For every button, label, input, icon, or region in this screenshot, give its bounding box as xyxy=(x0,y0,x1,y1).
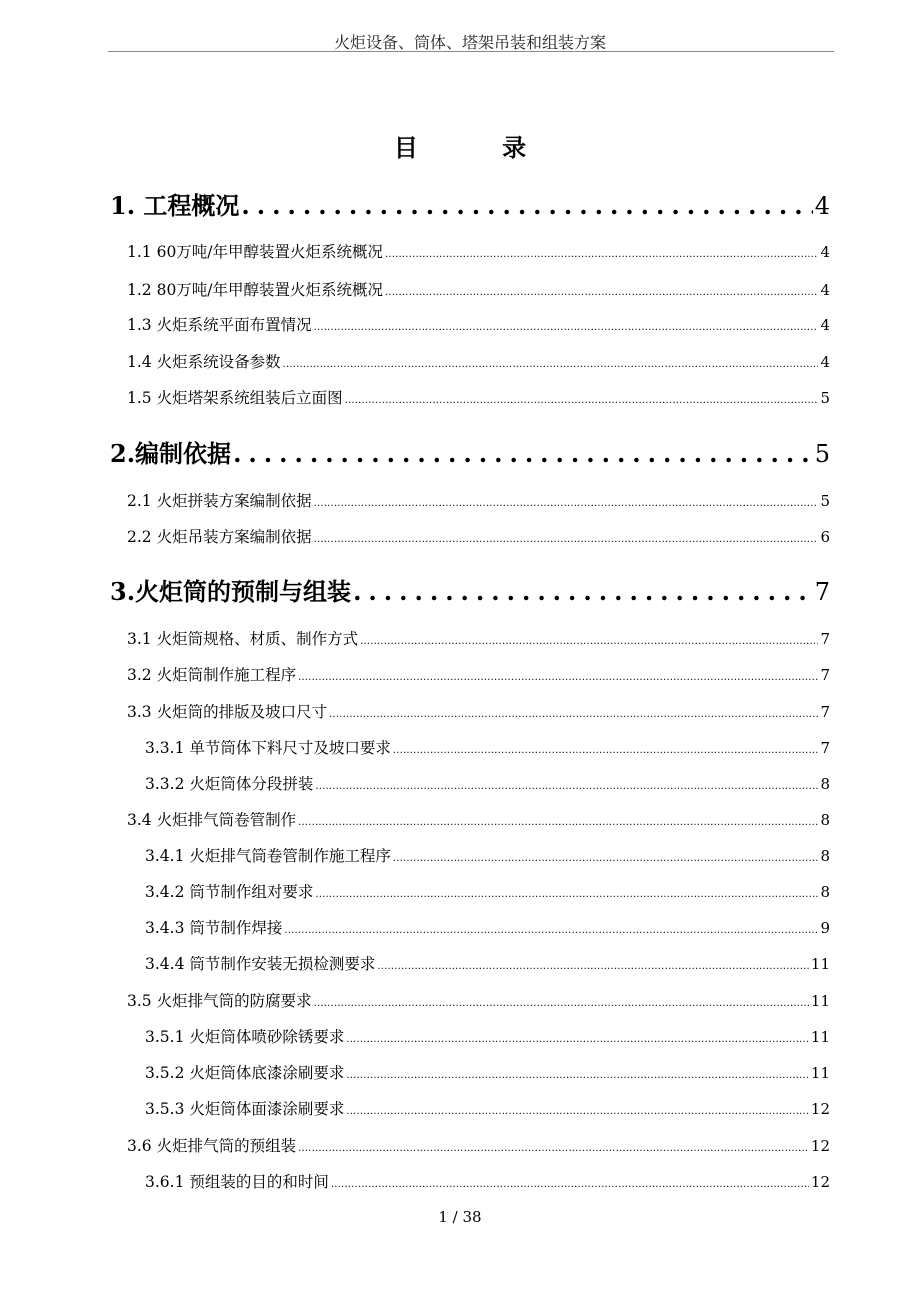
toc-entry[interactable] xyxy=(110,434,830,468)
toc-entry-page: 4 xyxy=(820,316,830,334)
toc-entry-text: 3.1 火炬筒规格、材质、制作方式 xyxy=(127,630,359,648)
toc-entry[interactable] xyxy=(127,989,830,1011)
toc-entry-text: 3.2 火炬筒制作施工程序 xyxy=(127,666,297,684)
toc-entry-page: 8 xyxy=(820,847,830,865)
toc-entry-page: 12 xyxy=(810,1137,830,1155)
toc-entry-text: 3.4.4 筒节制作安装无损检测要求 xyxy=(145,955,376,973)
toc-leader-dots xyxy=(377,961,809,972)
toc-entry-page: 7 xyxy=(820,630,830,648)
toc-entry-text: 2.1 火炬拼装方案编制依据 xyxy=(127,492,312,510)
toc-entry-page: 5 xyxy=(814,440,830,468)
toc-leader-dots xyxy=(353,577,813,606)
toc-entry-text: 1.5 火炬塔架系统组装后立面图 xyxy=(127,389,343,407)
toc-entry-text: 3.火炬筒的预制与组装 xyxy=(110,577,352,606)
toc-entry-page: 4 xyxy=(820,243,830,261)
toc-leader-dots xyxy=(315,889,818,900)
toc-entry[interactable] xyxy=(127,240,830,262)
toc-leader-dots xyxy=(241,191,812,220)
toc-entry-page: 7 xyxy=(820,739,830,757)
toc-entry[interactable] xyxy=(127,808,830,830)
toc-entry[interactable] xyxy=(145,916,830,938)
toc-entry-text: 1.2 80万吨/年甲醇装置火炬系统概况 xyxy=(127,281,384,299)
toc-entry[interactable] xyxy=(145,1025,830,1047)
toc-entry-page: 4 xyxy=(820,281,830,299)
toc-leader-dots xyxy=(298,817,818,828)
toc-entry[interactable] xyxy=(127,386,830,408)
toc-entry-text: 3.6.1 预组装的目的和时间 xyxy=(145,1173,329,1191)
toc-entry[interactable] xyxy=(127,350,830,372)
toc-leader-dots xyxy=(385,287,818,298)
toc-leader-dots xyxy=(314,998,809,1009)
toc-entry-page: 9 xyxy=(820,919,830,937)
page-number-footer: 1 / 38 xyxy=(438,1208,482,1226)
toc-entry-text: 2.编制依据 xyxy=(110,439,232,468)
toc-entry-page: 11 xyxy=(810,992,830,1010)
toc-leader-dots xyxy=(298,672,818,683)
toc-leader-dots xyxy=(360,636,818,647)
toc-leader-dots xyxy=(283,359,819,370)
toc-entry[interactable] xyxy=(110,572,830,606)
toc-entry-page: 5 xyxy=(820,389,830,407)
toc-entry-text: 3.4.1 火炬排气筒卷管制作施工程序 xyxy=(145,847,391,865)
toc-entry-text: 3.6 火炬排气筒的预组装 xyxy=(127,1137,297,1155)
toc-entry-page: 7 xyxy=(820,666,830,684)
toc-leader-dots xyxy=(284,925,818,936)
toc-entry[interactable] xyxy=(127,1134,830,1156)
toc-leader-dots xyxy=(346,1070,809,1081)
toc-entry[interactable] xyxy=(127,278,830,300)
toc-entry-page: 4 xyxy=(814,192,830,220)
toc-entry[interactable] xyxy=(127,700,830,722)
toc-entry[interactable] xyxy=(145,772,830,794)
toc-entry-page: 4 xyxy=(820,353,830,371)
toc-entry-text: 1.3 火炬系统平面布置情况 xyxy=(127,316,312,334)
toc-entry-text: 3.5.2 火炬筒体底漆涂刷要求 xyxy=(145,1064,345,1082)
toc-entry[interactable] xyxy=(145,1061,830,1083)
toc-entry-text: 2.2 火炬吊装方案编制依据 xyxy=(127,528,312,546)
toc-entry-page: 8 xyxy=(820,811,830,829)
toc-entry-text: 3.3.1 单节筒体下料尺寸及坡口要求 xyxy=(145,739,391,757)
toc-leader-dots xyxy=(345,395,819,406)
toc-entry[interactable] xyxy=(145,844,830,866)
toc-leader-dots xyxy=(346,1106,809,1117)
toc-entry-page: 7 xyxy=(820,703,830,721)
toc-entry-text: 3.5 火炬排气筒的防腐要求 xyxy=(127,992,312,1010)
toc-leader-dots xyxy=(346,1034,809,1045)
toc-entry-page: 7 xyxy=(814,578,830,606)
toc-entry-page: 8 xyxy=(820,775,830,793)
toc-entry-text: 3.3 火炬筒的排版及坡口尺寸 xyxy=(127,703,328,721)
toc-title: 目 录 xyxy=(393,133,565,162)
toc-entry[interactable] xyxy=(145,1097,830,1119)
toc-entry[interactable] xyxy=(127,313,830,335)
toc-leader-dots xyxy=(233,439,813,468)
toc-entry-text: 1.1 60万吨/年甲醇装置火炬系统概况 xyxy=(127,243,384,261)
toc-entry-page: 12 xyxy=(810,1100,830,1118)
toc-leader-dots xyxy=(315,781,818,792)
toc-entry-page: 11 xyxy=(810,1028,830,1046)
toc-entry-page: 5 xyxy=(820,492,830,510)
toc-entry[interactable] xyxy=(127,663,830,685)
toc-entry-text: 1.4 火炬系统设备参数 xyxy=(127,353,281,371)
toc-leader-dots xyxy=(329,709,818,720)
toc-entry[interactable] xyxy=(145,952,830,974)
toc-entry-page: 6 xyxy=(820,528,830,546)
toc-entry[interactable] xyxy=(110,186,830,220)
toc-entry-text: 3.5.1 火炬筒体喷砂除锈要求 xyxy=(145,1028,345,1046)
toc-leader-dots xyxy=(298,1143,809,1154)
toc-leader-dots xyxy=(314,322,819,333)
toc-entry-text: 3.3.2 火炬筒体分段拼装 xyxy=(145,775,314,793)
toc-entry-text: 1. 工程概况 xyxy=(110,191,240,220)
toc-entry-page: 11 xyxy=(810,1064,830,1082)
page-header: 火炬设备、筒体、塔架吊装和组装方案 xyxy=(333,33,606,52)
toc-leader-dots xyxy=(393,745,819,756)
toc-leader-dots xyxy=(314,534,819,545)
toc-entry[interactable] xyxy=(127,525,830,547)
toc-leader-dots xyxy=(393,853,819,864)
toc-leader-dots xyxy=(314,498,819,509)
toc-entry-text: 3.4 火炬排气筒卷管制作 xyxy=(127,811,297,829)
toc-entry-text: 3.4.3 筒节制作焊接 xyxy=(145,919,283,937)
toc-entry[interactable] xyxy=(127,627,830,649)
toc-entry-text: 3.4.2 筒节制作组对要求 xyxy=(145,883,314,901)
toc-entry-text: 3.5.3 火炬筒体面漆涂刷要求 xyxy=(145,1100,345,1118)
toc-leader-dots xyxy=(331,1179,809,1190)
toc-entry-page: 11 xyxy=(810,955,830,973)
toc-entry-page: 12 xyxy=(810,1173,830,1191)
toc-entry[interactable] xyxy=(145,1170,830,1192)
toc-leader-dots xyxy=(385,249,818,260)
toc-entry[interactable] xyxy=(145,880,830,902)
toc-entry[interactable] xyxy=(127,489,830,511)
toc-entry-page: 8 xyxy=(820,883,830,901)
toc-entry[interactable] xyxy=(145,736,830,758)
header-rule xyxy=(108,51,834,52)
